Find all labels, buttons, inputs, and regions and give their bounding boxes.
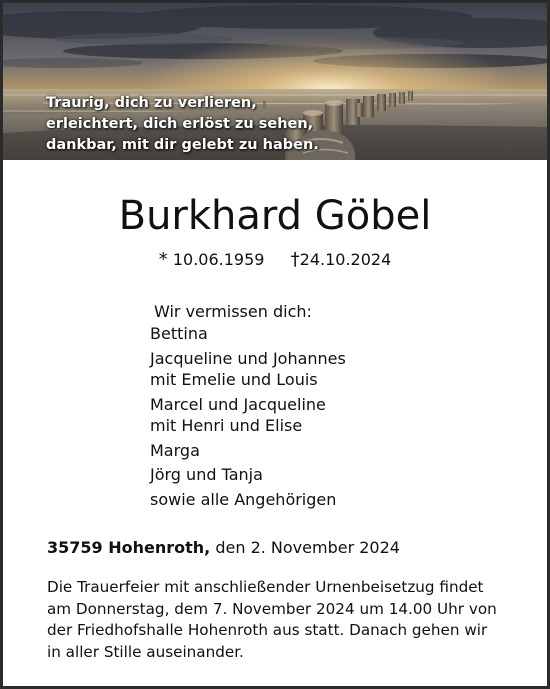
ceremony-line: der Friedhofshalle Hohenroth aus statt. Danach gehen wir bbox=[47, 621, 488, 639]
ceremony-info bbox=[47, 577, 497, 663]
mourner-line: mit Emelie und Louis bbox=[150, 370, 318, 389]
ceremony-line: Die Trauerfeier mit anschließender Urnenbeisetzug findet bbox=[47, 578, 484, 596]
mourner-line: Jörg und Tanja bbox=[150, 465, 263, 484]
mourner-entry bbox=[150, 464, 346, 486]
mourner-line: Jacqueline und Johannes bbox=[150, 348, 346, 368]
place-date: den 2. November 2024 bbox=[215, 538, 400, 557]
death-cross-icon: † bbox=[290, 249, 300, 270]
birth-date: 10.06.1959 bbox=[172, 250, 265, 269]
mourner-line: mit Henri und Elise bbox=[150, 416, 303, 435]
deceased-name: Burkhard Göbel bbox=[118, 193, 432, 239]
mourner-line: Bettina bbox=[150, 324, 208, 343]
memorial-quote bbox=[46, 93, 319, 156]
mourner-line: Marga bbox=[150, 440, 200, 460]
quote-line: dankbar, mit dir gelebt zu haben. bbox=[46, 137, 319, 153]
mourner-entry bbox=[150, 489, 346, 511]
mourner-entry bbox=[150, 348, 346, 391]
mourner-entry bbox=[150, 323, 346, 345]
life-dates bbox=[3, 249, 547, 271]
quote-line: Traurig, dich zu verlieren, bbox=[46, 95, 257, 111]
mourners-intro: Wir vermissen dich: bbox=[154, 302, 312, 321]
birth-star-icon: * bbox=[158, 249, 168, 270]
mourners-list bbox=[150, 323, 346, 513]
quote-line: erleichtert, dich erlöst zu sehen, bbox=[46, 116, 314, 132]
mourner-line: sowie alle Angehörigen bbox=[150, 489, 337, 509]
mourner-entry bbox=[150, 440, 346, 462]
ceremony-line: am Donnerstag, dem 7. November 2024 um 14.00 Uhr von bbox=[47, 599, 497, 618]
place-and-date bbox=[47, 537, 400, 559]
place-city: 35759 Hohenroth, bbox=[47, 538, 211, 557]
mourner-entry bbox=[150, 394, 346, 437]
ceremony-line: in aller Stille auseinander. bbox=[47, 642, 244, 661]
mourner-line: Marcel und Jacqueline bbox=[150, 394, 326, 414]
death-date: 24.10.2024 bbox=[299, 250, 392, 269]
